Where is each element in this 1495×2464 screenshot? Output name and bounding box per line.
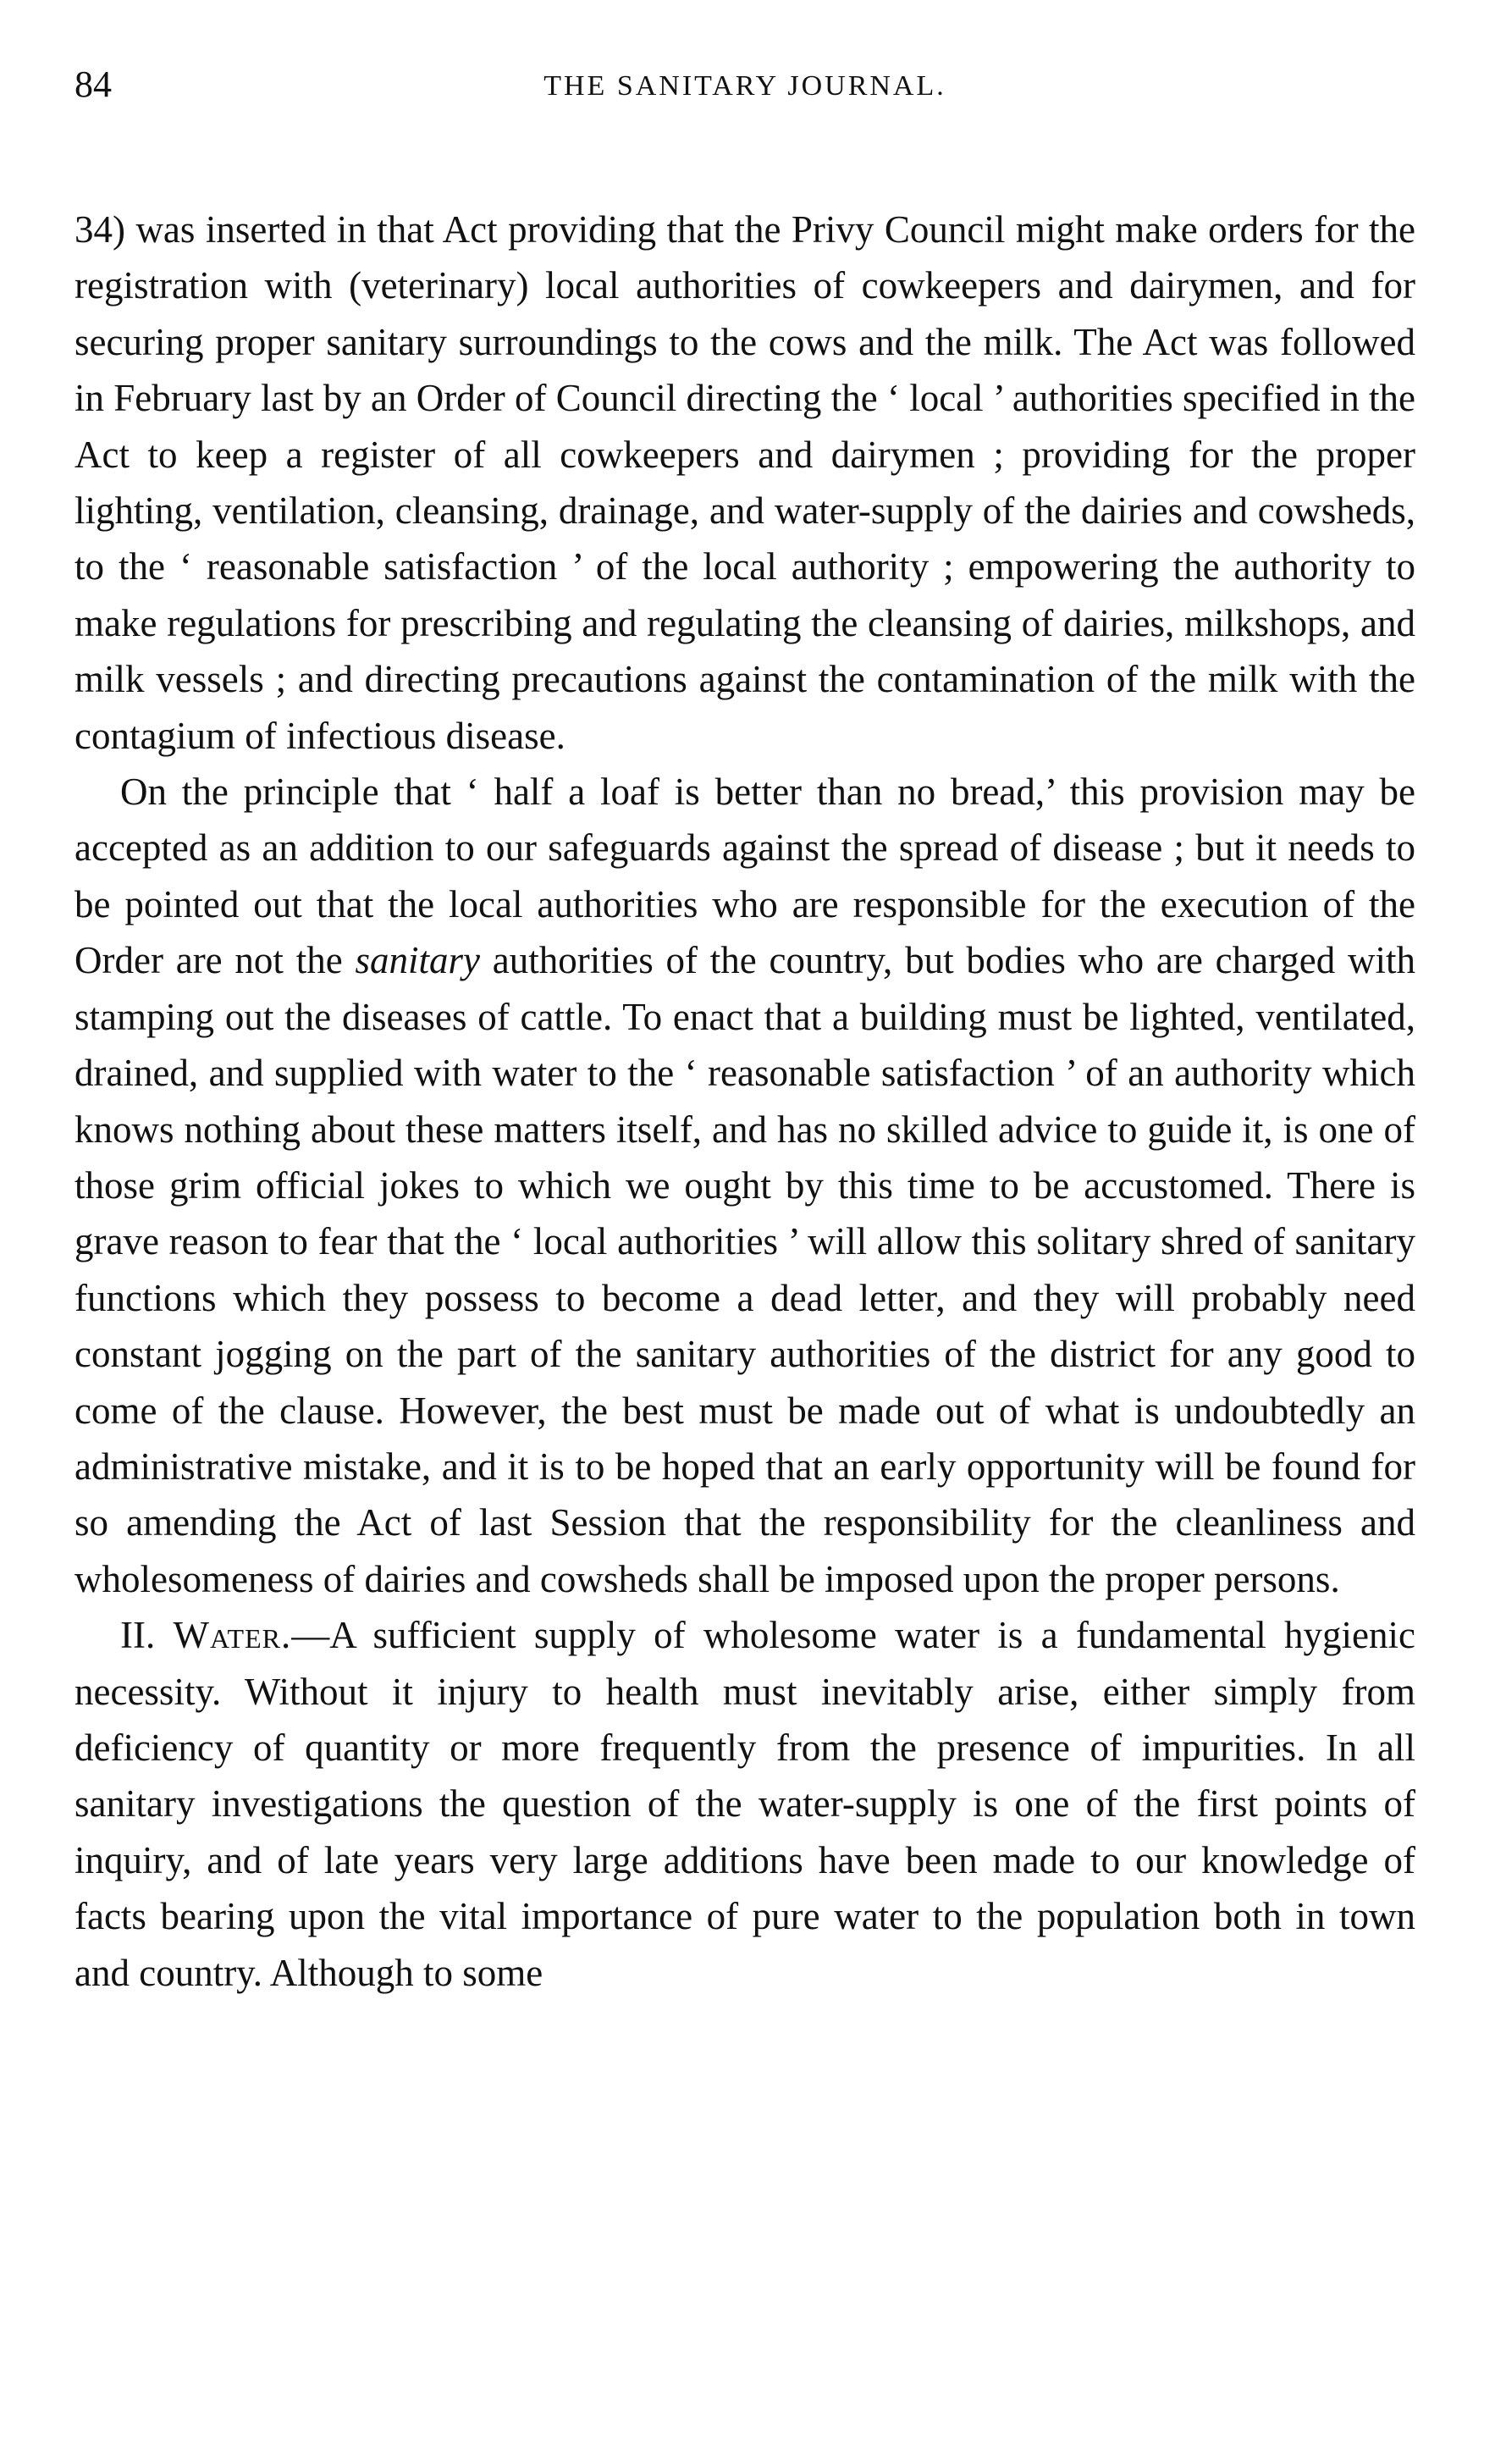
running-title: THE SANITARY JOURNAL. [543,70,946,102]
paragraph-water [74,1607,1415,2001]
italic-word: sanitary [355,939,480,982]
journal-page [74,61,1415,2001]
paragraph-text: authorities of the country, but bodies who are charged with stamping out the diseases of cattle. To enact that a building must be lighted, ventilated, drained, and supplied with water to the ‘ reasonable satisfaction ’ of an authority which knows nothing about these matters itself, and has no skilled advice to guide it, is one of those grim official jokes to which we ought by this time to be accustomed. There is grave reason to fear that the ‘ local authorities ’ will allow this solitary shred of sanitary functions which they possess to become a dead letter, and they will probably need constant jogging on the part of the sanitary authorities of the district for any good to come of the clause. However, the best must be made out of what is undoubtedly an administrative mistake, and it is to be hoped that an early opportunity will be found for so amending the Act of last Session that the responsibility for the cleanliness and wholesomeness of dairies and cowsheds shall be imposed upon the proper persons. [74,939,1415,1600]
page-header [74,61,1415,120]
paragraph-local-authorities [74,764,1415,1607]
paragraph-text: —A sufficient supply of wholesome water is a fundamental hygienic necessity. Without it injury to health must inevitably arise, either simply from deficiency of quantity or more frequently from the presence of impurities. In all sanitary investigations the question of the water-supply is one of the first points of inquiry, and of late years very large additions have been made to our knowledge of facts bearing upon the vital importance of pure water to the population both in town and country. Although to some [74,1614,1415,1994]
page-number: 84 [74,64,112,105]
paragraph-text: On the principle that ‘ half a loaf is better than no bread,’ this provision may be accepted as an addition to our safeguards against the spread of disease ; but it needs to be pointed out that the local authorities who are responsible for the execution of the Order are not the [74,771,1415,982]
section-heading-water: Water. [173,1614,292,1657]
paragraph-continuation: 34) was inserted in that Act providing that the Privy Council might make orders for the registration with (veterinary) local authorities of cowkeepers and dairymen, and for securing proper sanitary surroundings to the cows and the milk. The Act was followed in February last by an Order of Council directing the ‘ local ’ authorities specified in the Act to keep a register of all cowkeepers and dairymen ; providing for the proper lighting, ventilation, cleansing, drainage, and water-supply of the dairies and cowsheds, to the ‘ reasonable satisfaction ’ of the local authority ; empowering the authority to make regulations for prescribing and regulating the cleansing of dairies, milkshops, and milk vessels ; and directing precautions against the contamination of the milk with the contagium of infectious disease. [74,208,1415,757]
section-numeral: II. [120,1614,156,1657]
body-text [74,202,1415,2001]
